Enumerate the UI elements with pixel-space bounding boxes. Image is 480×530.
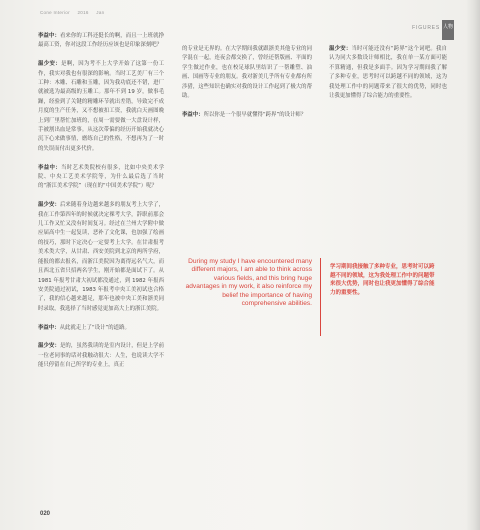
pull-quote-english: During my study I have encountered many different majors, I am able to think across various fields, and this bring huge advantages in my work, it also reinforce my belief the importance of having comprehensive abilities.: [185, 258, 312, 308]
interview-paragraph: [38, 32, 164, 51]
pull-quote-divider: [320, 258, 321, 336]
speaker-name: 李益中：: [182, 111, 204, 118]
interview-paragraph: [38, 324, 164, 333]
text-column-3: [329, 45, 447, 111]
text-column-1: [38, 32, 164, 380]
section-tab: 人物: [442, 20, 454, 40]
paragraph-text: 是的，虽然我读的是室内设计，但是上学前一位老同事的话对我触动很大：人生，也说读大学不能只停留在自己所学的专业上，真正: [38, 343, 164, 369]
paragraph-text: 从此就走上了“设计”的道路。: [59, 324, 130, 331]
paragraph-text: 当时可能还没有“跨界”这个词吧。我自认为同大多数设计师相比，我在单一某方面可能不算精通，但我是多面手。因为学习期间我了解了多种专业，思考时可以跨越不同的领域，这为我处理工作中的问题带来了很大的优势，同时也让我更加懂得了综合能力的重要性。: [329, 46, 447, 100]
text-column-2: [182, 45, 312, 130]
issue-month: Jan: [96, 10, 105, 15]
interview-paragraph: [182, 111, 312, 120]
speaker-name: 温少安：: [38, 61, 61, 68]
speaker-name: 温少安：: [38, 202, 60, 209]
interview-paragraph: [329, 45, 447, 101]
paragraph-text: 后来随着身边越来越多的朋友考上大学了，我在工作第四年的时候就决定裸考大学，辞职前那会儿工作又忙又没有时间复习。经过在兰州大学附中做应届高中生一起复读，恶补了文化课，也加强了绘画的技巧，那时下定决心一定要考上大学。在甘肃报考美术类大学，从甘肃、西安美院到北京的两所学府，能报的都去报名，而浙江美院因为离得远名气大，而且西北五省只招两名学生，刚开始都是面试下了。从 1981 年报考甘肃大初试都没通过，到 1982 年报西安美院通过初试，1983 年报考中央工美初试也合格了，我的信心越来越足，那年也被中央工美和浙美同时录取，我选择了当时感觉更加高大上的浙江美院。: [38, 202, 164, 312]
pull-quote-chinese: 学习期间我接触了多种专业，思考时可以跨越不同的领域，这为我处理工作中的问题带来很大优势，同时也让我更加懂得了综合能力的重要性。: [330, 264, 435, 296]
section-label: FIGURES: [412, 25, 440, 31]
interview-paragraph: [38, 201, 164, 314]
speaker-name: 温少安：: [38, 343, 60, 350]
paragraph-text: 看来你的工科还挺长的啊，而且一上班就挣最高工资，你对这段工作经历应该也是印象深刻吧？: [38, 33, 164, 49]
interview-paragraph: [182, 45, 312, 101]
magazine-name: Cone Interior: [40, 10, 70, 15]
interview-paragraph: [38, 342, 164, 370]
page-spine-shadow: [466, 0, 480, 530]
paragraph-text: 当时艺术类院校有很多，比如中央美术学院、中央工艺美术学院等，为什么最后选了当时的“浙江美术学院”（现在的“中国美术学院”）呢？: [38, 164, 164, 190]
interview-paragraph: [38, 60, 164, 154]
paragraph-text: 的专业是无界的。在大学期间我就跟浙美其他专业的同学混在一起，连夜会都交换了，曾经还帮版画、平面的学生做过作业，也在校足球队里结识了一帮雕塑、油画、国画等专业的朋友。我对浙美几乎所有专业都有所涉猎，这些知识也确实对我的设计工作起到了极大的帮助。: [182, 46, 312, 100]
speaker-name: 李益中：: [38, 164, 61, 171]
page-number: 020: [40, 511, 51, 517]
issue-year: 2016: [77, 10, 89, 15]
speaker-name: 李益中：: [38, 33, 60, 39]
interview-paragraph: [38, 164, 164, 192]
speaker-name: 温少安：: [329, 46, 352, 52]
paragraph-text: 所以你是一个很早就懂得“跨界”的设计师？: [203, 111, 307, 118]
paragraph-text: 是啊，因为考不上大学开始了这第一份工作，我实对我也有很深的影响。当时工艺美厂有三个工种：木雕、石雕和玉雕，因为我功底还不错，进厂就被选为最高级的玉雕工。那年不到 19 岁，做事毛躁，经验到了关键的精雕环节就出差错，导致完不成月度的生产任务，又不想被扣工资，我就白天画图晚上到厂里帮忙加班的，在周一需要做一大盘设计样，手被割出血是常事。从这次带偏的经历开始我就决心沉下心来做事情，磨练自己的性格，不想再为了一时的失误而付出更多代价。: [38, 61, 164, 152]
speaker-name: 李益中：: [38, 324, 60, 331]
running-header: [40, 10, 110, 15]
